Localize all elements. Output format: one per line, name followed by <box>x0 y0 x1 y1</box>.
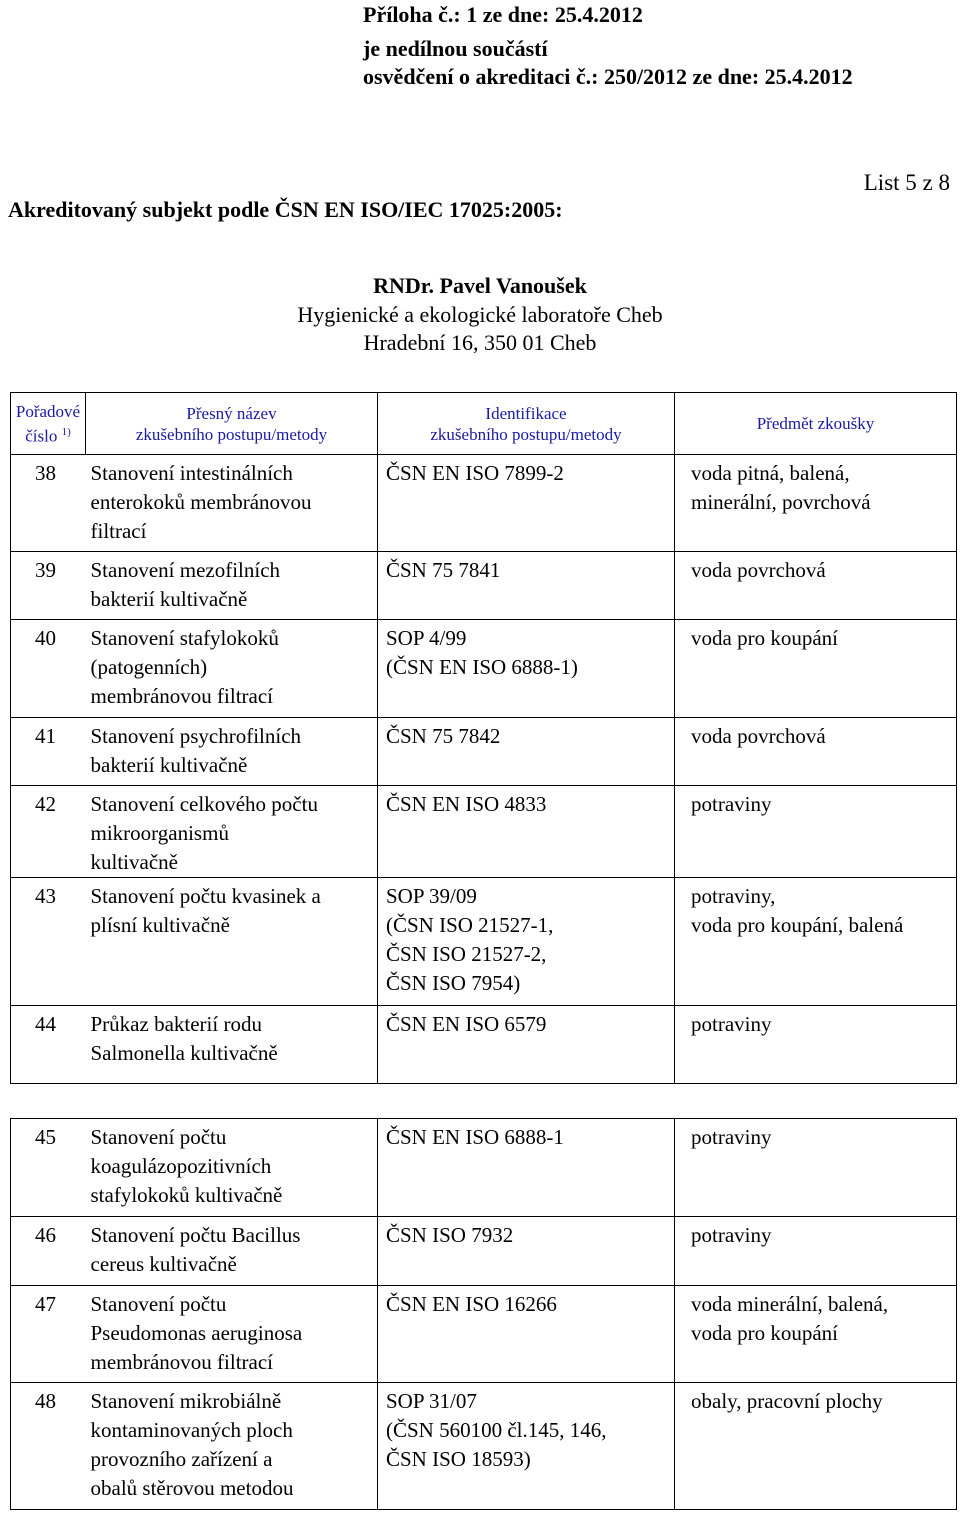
table-row <box>11 718 957 786</box>
method-name-text: Stanovení intestinálních enterokoků membránovou filtrací <box>90 461 312 543</box>
method-name <box>86 1217 378 1286</box>
row-number: 46 <box>35 1223 56 1247</box>
row-number: 39 <box>35 558 56 582</box>
method-name <box>86 718 378 786</box>
method-name <box>86 786 378 878</box>
method-name-text: Průkaz bakterií rodu Salmonella kultivačně <box>90 1012 278 1065</box>
header-order-label: Pořadové <box>15 401 81 421</box>
test-subject: potraviny <box>675 1119 957 1217</box>
test-subject: voda minerální, balená, voda pro koupání <box>675 1286 957 1383</box>
method-name-text: Stanovení mikrobiálně kontaminovaných ploch provozního zařízení a obalů stěrovou metodou <box>90 1389 294 1500</box>
integral-part-line: je nedílnou součástí <box>363 36 548 61</box>
method-name <box>86 620 378 718</box>
method-name-text: Stanovení psychrofilních bakterií kultivačně <box>90 724 302 777</box>
method-id: ČSN EN ISO 7899-2 <box>378 455 675 552</box>
row-number: 38 <box>35 461 56 485</box>
table-group-1 <box>11 455 957 1084</box>
method-name-text: Stanovení celkového počtu mikroorganismů kultivačně <box>90 792 318 874</box>
lab-name: Hygienické a ekologické laboratoře Cheb <box>297 302 663 327</box>
test-subject: voda povrchová <box>675 552 957 620</box>
method-id: ČSN 75 7842 <box>378 718 675 786</box>
table-row <box>11 1383 957 1510</box>
method-name <box>86 455 378 552</box>
row-number: 40 <box>35 626 56 650</box>
header-name <box>86 393 378 455</box>
method-id: ČSN 75 7841 <box>378 552 675 620</box>
method-name-text: Stanovení mezofilních bakterií kultivačně <box>90 558 281 611</box>
header-name-sub: zkušebního postupu/metody <box>135 424 328 444</box>
test-subject: voda pitná, balená, minerální, povrchová <box>675 455 957 552</box>
test-subject: potraviny <box>675 786 957 878</box>
row-number: 41 <box>35 724 56 748</box>
test-subject: voda pro koupání <box>675 620 957 718</box>
lab-address: Hradební 16, 350 01 Cheb <box>363 330 597 355</box>
table-row <box>11 455 957 552</box>
footnote-mark: 1) <box>61 425 71 438</box>
test-subject: potraviny, voda pro koupání, balená <box>675 878 957 1006</box>
person-name: RNDr. Pavel Vanoušek <box>373 273 587 298</box>
table-group-2 <box>11 1119 957 1510</box>
table-row <box>11 1217 957 1286</box>
header-id <box>378 393 675 455</box>
method-id: SOP 4/99 (ČSN EN ISO 6888-1) <box>378 620 675 718</box>
header-subject <box>675 393 957 455</box>
accredited-subject: Akreditovaný subjekt podle ČSN EN ISO/IEC 17025:2005: <box>8 197 563 222</box>
method-name-text: Stanovení stafylokoků (patogenních) membránovou filtrací <box>90 626 279 708</box>
certificate-line: osvědčení o akreditaci č.: 250/2012 ze dne: 25.4.2012 <box>363 64 853 89</box>
method-name <box>86 878 378 1006</box>
method-name-text: Stanovení počtu koagulázopozitivních stafylokoků kultivačně <box>90 1125 283 1207</box>
row-number: 47 <box>35 1292 56 1316</box>
method-id: ČSN EN ISO 6579 <box>378 1006 675 1084</box>
method-name-text: Stanovení počtu Bacillus cereus kultivačně <box>90 1223 301 1276</box>
method-id: ČSN ISO 7932 <box>378 1217 675 1286</box>
annex-line: Příloha č.: 1 ze dne: 25.4.2012 <box>363 2 643 27</box>
test-subject: potraviny <box>675 1006 957 1084</box>
method-name <box>86 1286 378 1383</box>
header-subject-label: Předmět zkoušky <box>756 414 875 433</box>
header-order-number: číslo <box>25 426 58 446</box>
header-name-label: Přesný název <box>186 403 277 423</box>
table-row <box>11 620 957 718</box>
method-id: ČSN EN ISO 6888-1 <box>378 1119 675 1217</box>
table-header-row <box>11 393 957 455</box>
method-name <box>86 552 378 620</box>
table-row <box>11 1286 957 1383</box>
accreditation-table <box>10 392 957 1084</box>
row-number: 45 <box>35 1125 56 1149</box>
method-id: SOP 39/09 (ČSN ISO 21527-1, ČSN ISO 21527-2, ČSN ISO 7954) <box>378 878 675 1006</box>
table-row <box>11 878 957 1006</box>
row-number: 44 <box>35 1012 56 1036</box>
method-id: ČSN EN ISO 16266 <box>378 1286 675 1383</box>
method-id: SOP 31/07 (ČSN 560100 čl.145, 146, ČSN ISO 18593) <box>378 1383 675 1510</box>
table-row <box>11 1006 957 1084</box>
row-number: 48 <box>35 1389 56 1413</box>
method-name-text: Stanovení počtu kvasinek a plísní kultivačně <box>90 884 321 937</box>
header-order <box>11 393 86 455</box>
test-subject: obaly, pracovní plochy <box>675 1383 957 1510</box>
method-name <box>86 1383 378 1510</box>
page-number: List 5 z 8 <box>863 170 950 195</box>
table-row <box>11 552 957 620</box>
table-row <box>11 1119 957 1217</box>
header-id-label: Identifikace <box>485 403 567 423</box>
header-id-sub: zkušebního postupu/metody <box>430 424 622 444</box>
method-name <box>86 1119 378 1217</box>
method-name-text: Stanovení počtu Pseudomonas aeruginosa membránovou filtrací <box>90 1292 303 1374</box>
row-number: 43 <box>35 884 56 908</box>
header-order-sub <box>11 422 85 447</box>
test-subject: potraviny <box>675 1217 957 1286</box>
row-number: 42 <box>35 792 56 816</box>
method-name <box>86 1006 378 1084</box>
test-subject: voda povrchová <box>675 718 957 786</box>
table-row <box>11 786 957 878</box>
method-id: ČSN EN ISO 4833 <box>378 786 675 878</box>
accreditation-table-continued <box>10 1118 957 1510</box>
